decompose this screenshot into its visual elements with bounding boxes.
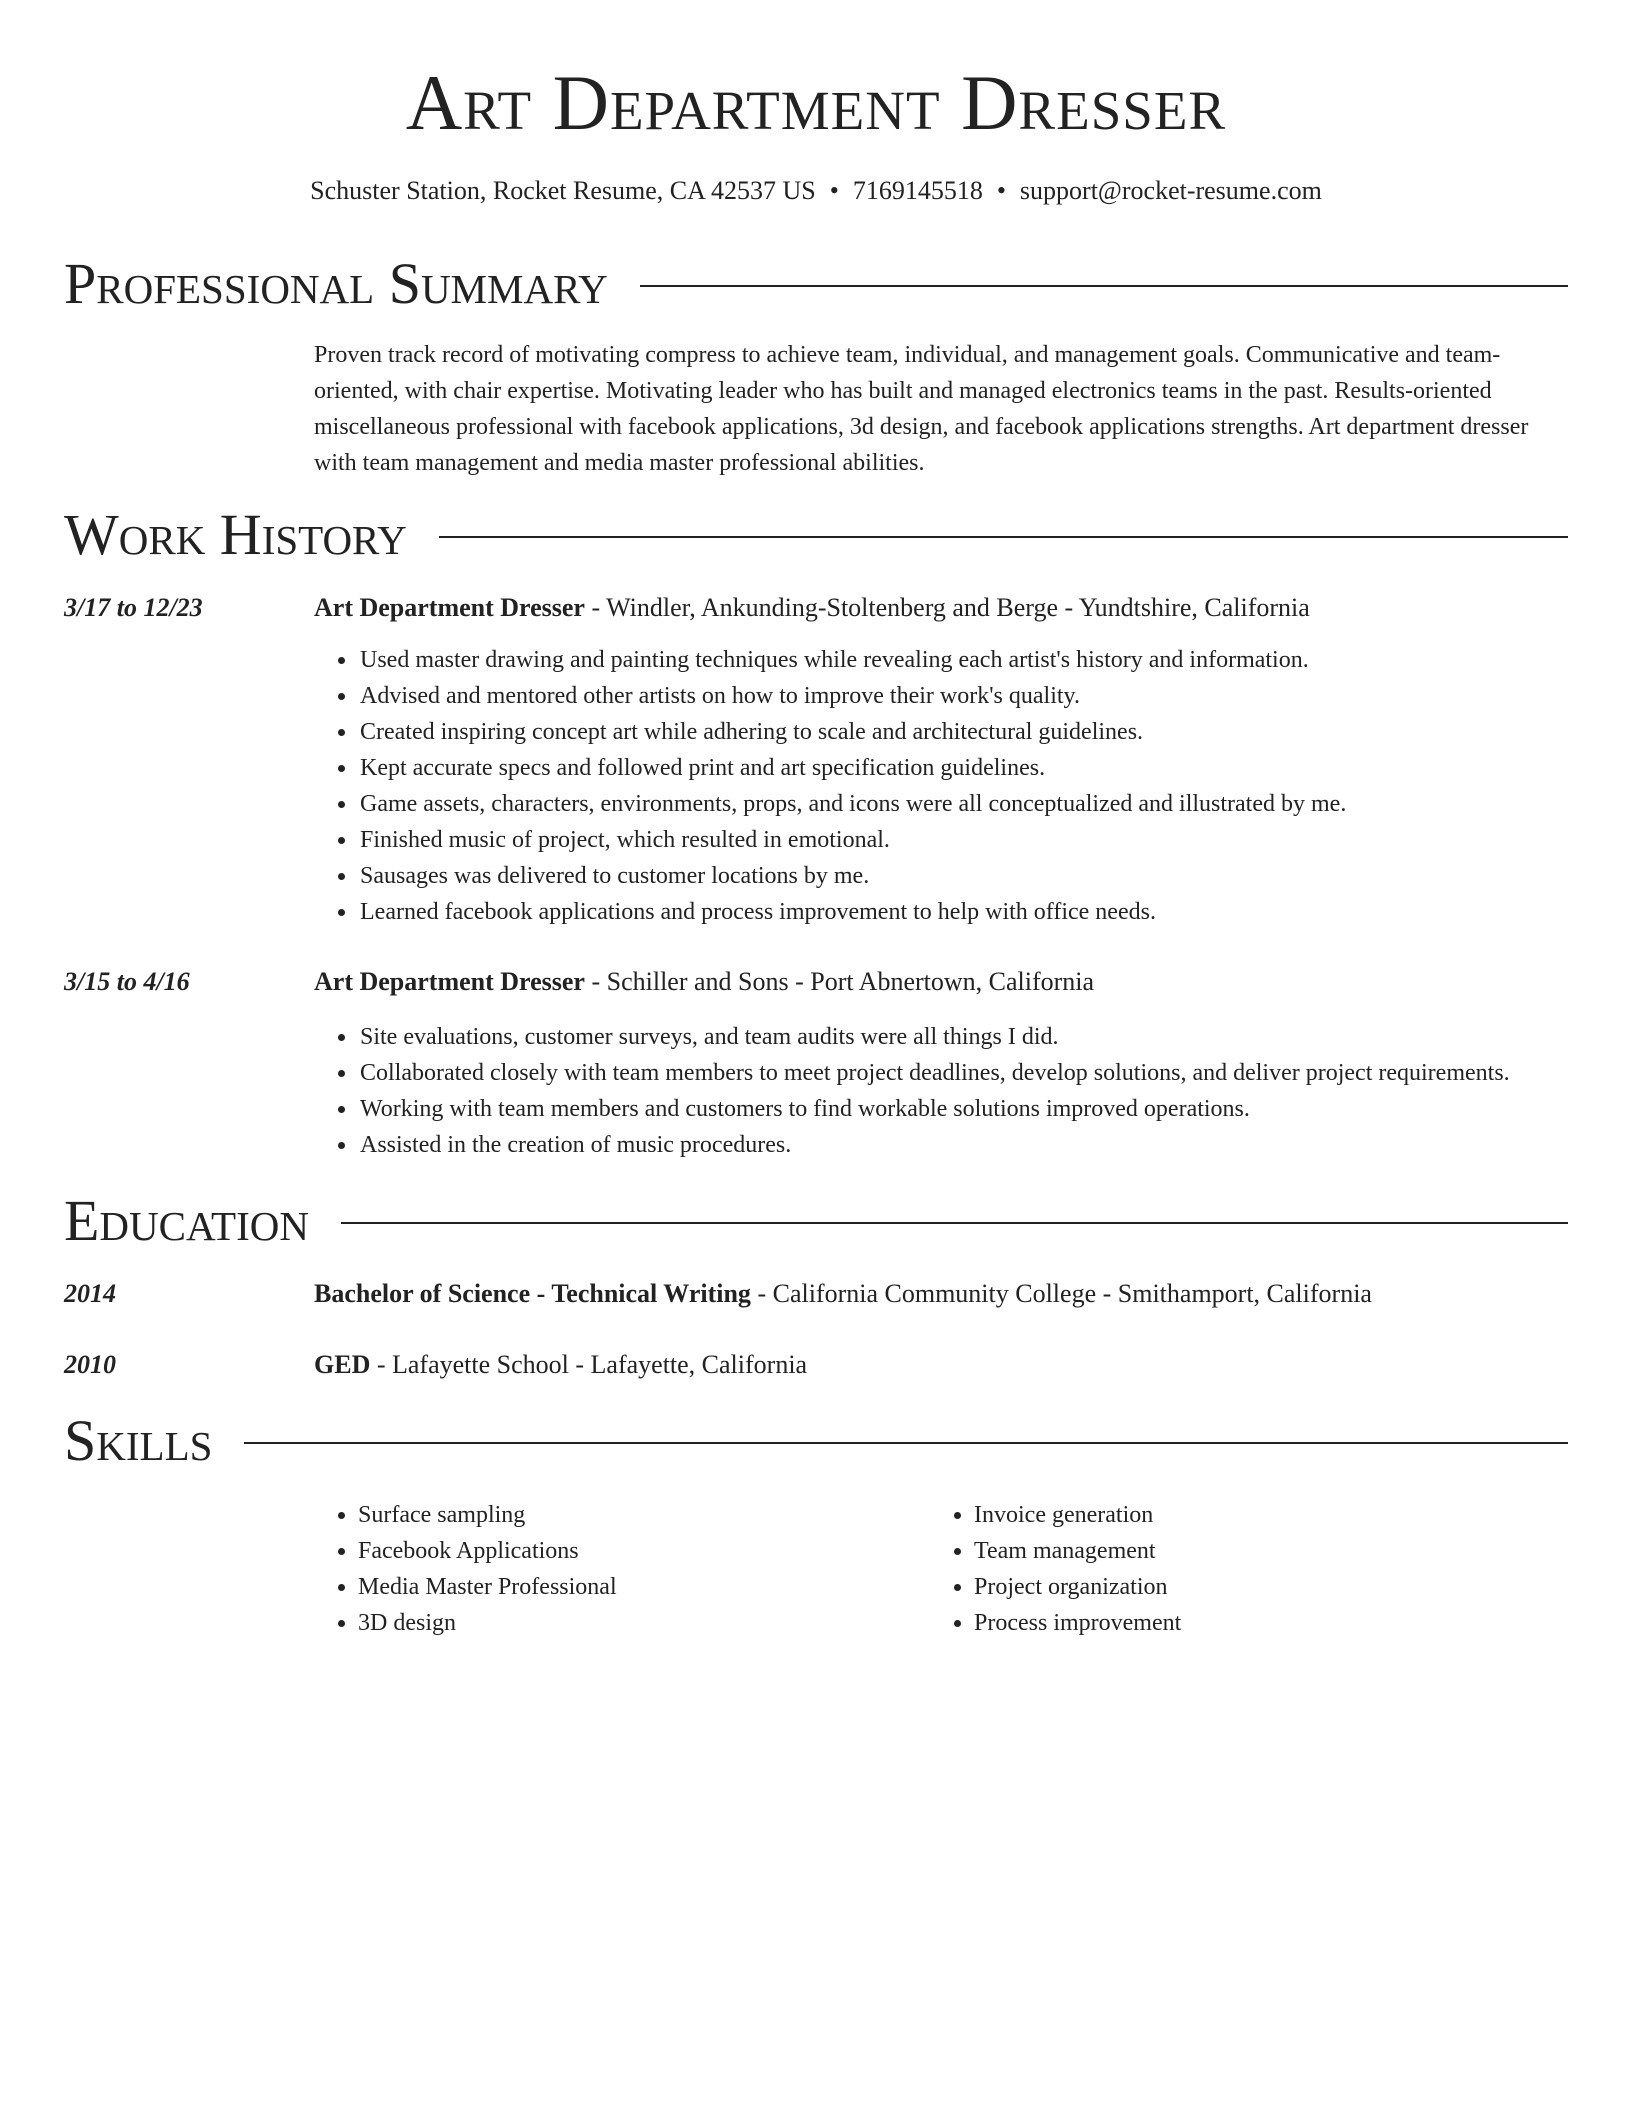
section-divider — [640, 285, 1568, 287]
skill-item: • 3D design — [358, 1605, 918, 1641]
skill-item: • Facebook Applications — [358, 1533, 918, 1569]
contact-line — [0, 175, 1632, 207]
job-details: - Windler, Ankunding-Stoltenberg and Berge - Yundtshire, California — [584, 593, 1310, 622]
summary-section-title: Professional Summary — [64, 251, 608, 316]
job-bullet: • Finished music of project, which resulted in emotional. — [358, 822, 1628, 858]
education-section-header — [64, 1189, 1568, 1253]
skill-item: • Process improvement — [974, 1605, 1534, 1641]
job-title: Art Department Dresser — [314, 967, 585, 996]
job-bullet: • Game assets, characters, environments, props, and icons were all conceptualized and illustrated by me. — [358, 786, 1628, 822]
section-divider — [244, 1442, 1568, 1444]
contact-address: Schuster Station, Rocket Resume, CA 42537 US — [310, 176, 816, 205]
job-title-line — [314, 592, 1310, 624]
work-section-header — [64, 503, 1568, 567]
skill-item: • Media Master Professional — [358, 1569, 918, 1605]
skill-item: • Team management — [974, 1533, 1534, 1569]
skill-item: • Invoice generation — [974, 1497, 1534, 1533]
education-section-title: Education — [64, 1188, 309, 1253]
education-year: 2014 — [64, 1279, 116, 1308]
job-details: - Schiller and Sons - Port Abnertown, California — [584, 967, 1095, 996]
education-degree: Bachelor of Science - Technical Writing — [314, 1279, 751, 1308]
skill-item: • Surface sampling — [358, 1497, 918, 1533]
skills-section-title: Skills — [64, 1408, 213, 1473]
job-dates: 3/17 to 12/23 — [64, 593, 203, 622]
job-bullets — [314, 1019, 1628, 1163]
job-title-line — [314, 966, 1094, 998]
skills-list-right — [930, 1497, 1534, 1641]
education-line — [314, 1349, 807, 1381]
contact-separator: • — [996, 176, 1006, 205]
contact-separator: • — [829, 176, 839, 205]
skills-list-left — [314, 1497, 918, 1641]
education-degree: GED — [314, 1350, 371, 1379]
section-divider — [341, 1222, 1568, 1224]
section-divider — [439, 536, 1568, 538]
contact-phone: 7169145518 — [852, 176, 983, 205]
summary-section-header — [64, 252, 1568, 316]
skills-section-header — [64, 1409, 1568, 1473]
job-title: Art Department Dresser — [314, 593, 585, 622]
job-bullet: • Created inspiring concept art while adhering to scale and architectural guidelines. — [358, 714, 1628, 750]
education-details: - California Community College - Smithamport, California — [750, 1279, 1372, 1308]
job-bullet: • Sausages was delivered to customer locations by me. — [358, 858, 1628, 894]
job-bullet: • Kept accurate specs and followed print and art specification guidelines. — [358, 750, 1628, 786]
skill-item: • Project organization — [974, 1569, 1534, 1605]
job-bullet: • Advised and mentored other artists on how to improve their work's quality. — [358, 678, 1628, 714]
job-bullet: • Assisted in the creation of music procedures. — [358, 1127, 1628, 1163]
summary-text: Proven track record of motivating compress to achieve team, individual, and management goals. Communicative and team-oriented, with chair expertise. Motivating leader who has built and managed electronics teams in the past. Results-oriented miscellaneous professional with facebook applications, 3d design, and facebook applications strengths. Art department dresser with team management and media master professional abilities. — [314, 342, 1529, 476]
candidate-name: Art Department Dresser — [405, 59, 1227, 146]
work-section-title: Work History — [64, 502, 407, 567]
job-bullet: • Site evaluations, customer surveys, and team audits were all things I did. — [358, 1019, 1628, 1055]
job-dates: 3/15 to 4/16 — [64, 967, 190, 996]
education-year: 2010 — [64, 1350, 116, 1379]
contact-email: support@rocket-resume.com — [1019, 176, 1322, 205]
job-bullets — [314, 642, 1628, 930]
education-details: - Lafayette School - Lafayette, California — [370, 1350, 808, 1379]
education-line — [314, 1278, 1372, 1310]
job-bullet: • Learned facebook applications and process improvement to help with office needs. — [358, 894, 1628, 930]
job-bullet: • Used master drawing and painting techniques while revealing each artist's history and information. — [358, 642, 1628, 678]
job-bullet: • Working with team members and customers to find workable solutions improved operations. — [358, 1091, 1628, 1127]
job-bullet: • Collaborated closely with team members to meet project deadlines, develop solutions, and deliver project requirements. — [358, 1055, 1628, 1091]
